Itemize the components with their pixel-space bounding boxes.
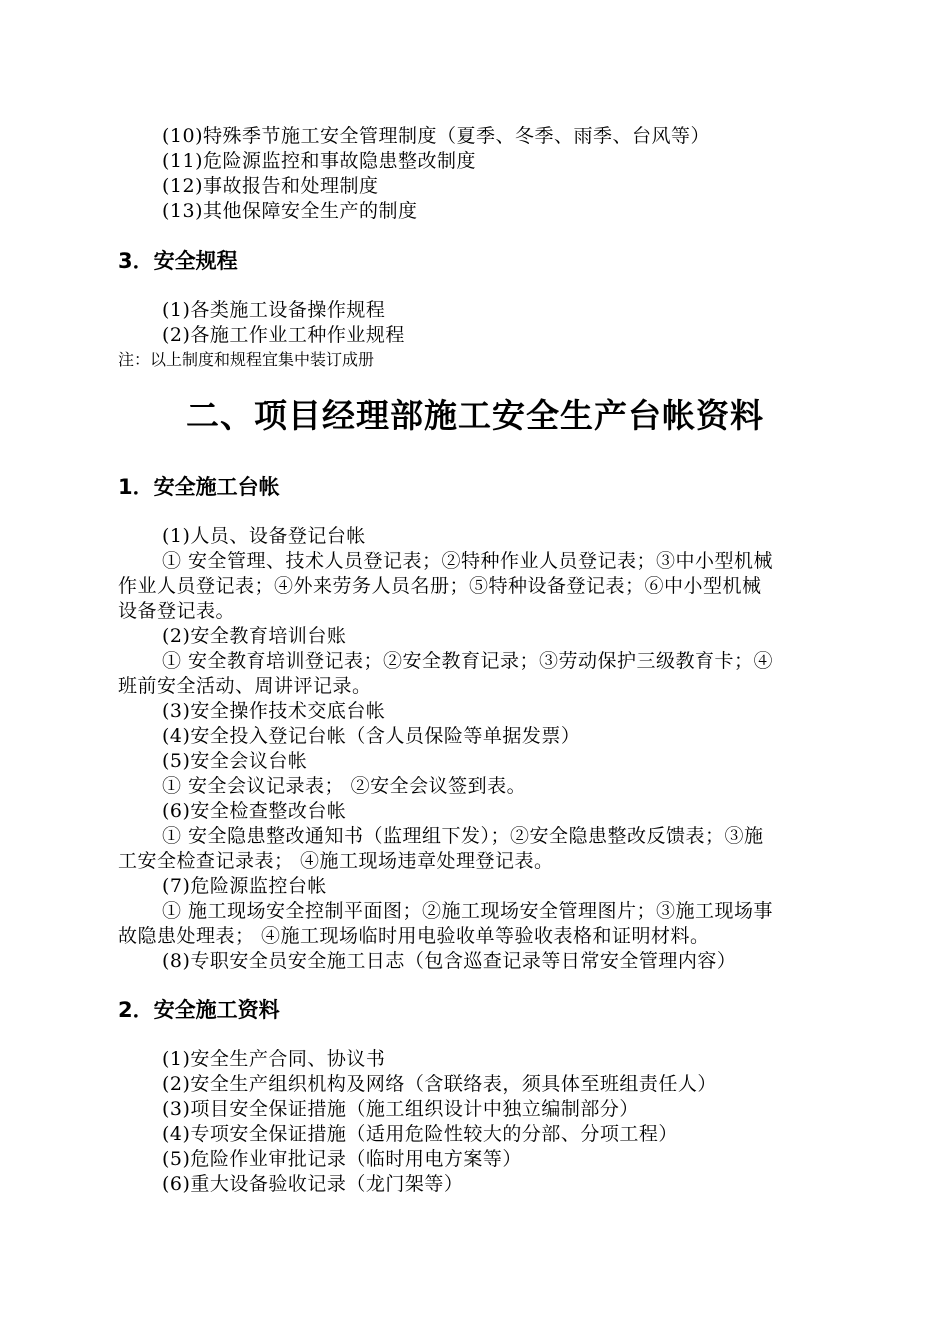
list-item: (12)事故报告和处理制度 <box>162 175 379 197</box>
list-item: (4)安全投入登记台帐（含人员保险等单据发票） <box>162 725 581 747</box>
list-item: (6)安全检查整改台帐 <box>162 800 347 822</box>
paragraph-line: ① 安全管理、技术人员登记表；②特种作业人员登记表；③中小型机械 <box>162 550 774 572</box>
page-title: 二、项目经理部施工安全生产台帐资料 <box>186 396 764 435</box>
list-item: (6)重大设备验收记录（龙门架等） <box>162 1173 464 1195</box>
list-item: (11)危险源监控和事故隐患整改制度 <box>162 150 477 172</box>
list-item: (4)专项安全保证措施（适用危险性较大的分部、分项工程） <box>162 1123 678 1145</box>
note-text: 注：以上制度和规程宜集中装订成册 <box>118 350 375 369</box>
list-item: (3)安全操作技术交底台帐 <box>162 700 386 722</box>
list-item: (1)各类施工设备操作规程 <box>162 299 386 321</box>
section-heading: 1．安全施工台帐 <box>118 475 280 499</box>
list-item: (2)各施工作业工种作业规程 <box>162 324 405 346</box>
list-item: (5)危险作业审批记录（临时用电方案等） <box>162 1148 522 1170</box>
paragraph-line: ① 安全隐患整改通知书（监理组下发）；②安全隐患整改反馈表；③施 <box>162 825 764 847</box>
list-item: (2)安全生产组织机构及网络（含联络表，须具体至班组责任人） <box>162 1073 717 1095</box>
paragraph-line: ① 安全教育培训登记表；②安全教育记录；③劳动保护三级教育卡；④ <box>162 650 774 672</box>
list-item: (3)项目安全保证措施（施工组织设计中独立编制部分） <box>162 1098 639 1120</box>
section-heading: 2．安全施工资料 <box>118 998 280 1022</box>
list-item: (7)危险源监控台帐 <box>162 875 327 897</box>
list-item: (2)安全教育培训台账 <box>162 625 347 647</box>
list-item: (13)其他保障安全生产的制度 <box>162 200 418 222</box>
list-item: (5)安全会议台帐 <box>162 750 308 772</box>
paragraph-line: 作业人员登记表；④外来劳务人员名册；⑤特种设备登记表；⑥中小型机械 <box>118 575 762 597</box>
paragraph-line: 设备登记表。 <box>118 600 236 622</box>
paragraph-line: ① 安全会议记录表； ②安全会议签到表。 <box>162 775 527 797</box>
list-item: (8)专职安全员安全施工日志（包含巡查记录等日常安全管理内容） <box>162 950 737 972</box>
list-item: (1)安全生产合同、协议书 <box>162 1048 386 1070</box>
paragraph-line: ① 施工现场安全控制平面图；②施工现场安全管理图片；③施工现场事 <box>162 900 774 922</box>
paragraph-line: 班前安全活动、周讲评记录。 <box>118 675 372 697</box>
list-item: (1)人员、设备登记台帐 <box>162 525 366 547</box>
list-item: (10)特殊季节施工安全管理制度（夏季、冬季、雨季、台风等） <box>162 125 711 147</box>
paragraph-line: 故隐患处理表； ④施工现场临时用电验收单等验收表格和证明材料。 <box>118 925 710 947</box>
section-heading: 3．安全规程 <box>118 249 238 273</box>
paragraph-line: 工安全检查记录表； ④施工现场违章处理登记表。 <box>118 850 554 872</box>
